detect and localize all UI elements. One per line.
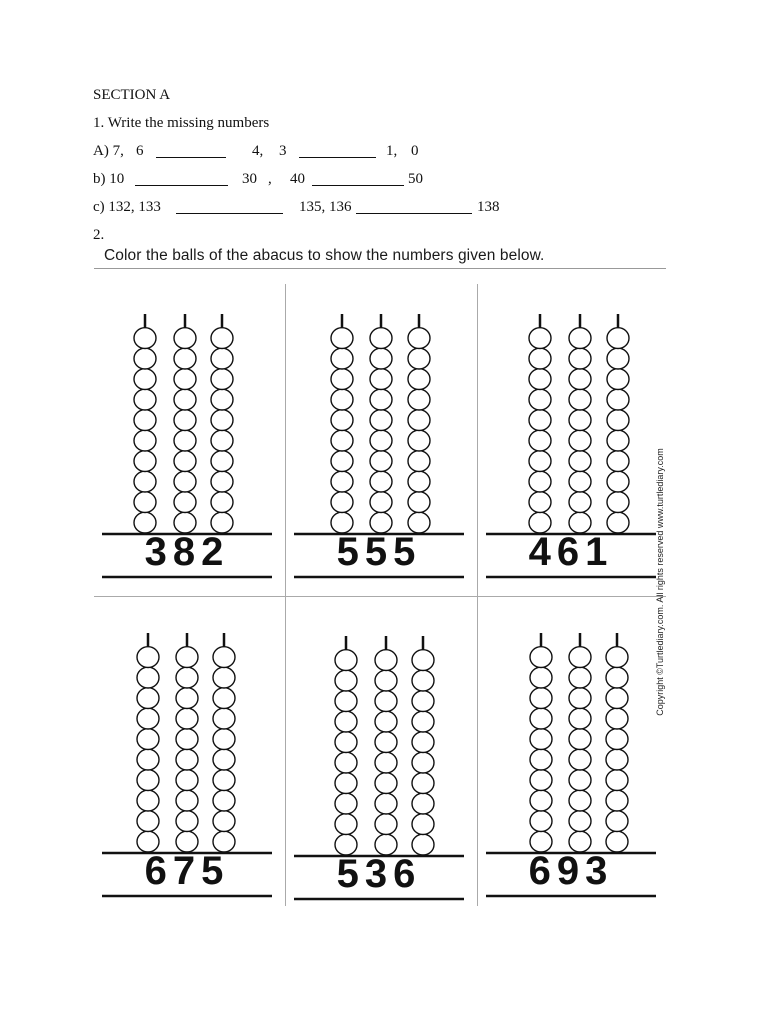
row-a-value: 0 xyxy=(411,143,419,159)
abacus-bead[interactable] xyxy=(530,647,552,668)
row-b-value: 40 xyxy=(290,171,305,187)
abacus-bead[interactable] xyxy=(569,770,591,791)
abacus-number: 461 xyxy=(528,530,614,574)
row-b-start: b) 10 xyxy=(93,171,125,187)
row-c-start: c) 132, 133 xyxy=(93,199,161,215)
abacus-bead[interactable] xyxy=(606,708,628,729)
abacus-bead[interactable] xyxy=(530,667,552,688)
abacus-bead[interactable] xyxy=(569,667,591,688)
abacus-bead[interactable] xyxy=(606,667,628,688)
row-a-value: 6 xyxy=(136,143,144,159)
row-a-start: A) 7, xyxy=(93,143,124,159)
abacus-bead[interactable] xyxy=(606,770,628,791)
row-a-value: 4, xyxy=(252,143,264,159)
abacus-bead[interactable] xyxy=(606,647,628,668)
copyright-notice: Copyright ©Turtlediary.com. All rights reserved www.turtlediary.com xyxy=(655,448,665,716)
row-a-value: 3 xyxy=(279,143,287,159)
abacus-bead[interactable] xyxy=(569,688,591,709)
abacus-bead[interactable] xyxy=(606,688,628,709)
section-title: SECTION A xyxy=(93,87,171,103)
abacus-bead[interactable] xyxy=(606,811,628,832)
abacus-bead[interactable] xyxy=(530,790,552,811)
row-c-value: 138 xyxy=(477,199,500,215)
abacus-bead[interactable] xyxy=(606,749,628,770)
abacus-bead[interactable] xyxy=(530,688,552,709)
question-1-label: 1. Write the missing numbers xyxy=(93,115,270,131)
instruction-text: Color the balls of the abacus to show the numbers given below. xyxy=(104,247,545,264)
abacus-number: 693 xyxy=(528,849,614,893)
row-b-value: 50 xyxy=(408,171,423,187)
abacus-bead[interactable] xyxy=(530,708,552,729)
abacus-bead[interactable] xyxy=(569,749,591,770)
abacus-bead[interactable] xyxy=(569,729,591,750)
abacus-number: 382 xyxy=(144,530,230,574)
question-2-label: 2. xyxy=(93,227,105,243)
abacus-number: 675 xyxy=(144,849,230,893)
row-b-separator: , xyxy=(268,171,272,187)
abacus-bead[interactable] xyxy=(530,811,552,832)
abacus-number: 555 xyxy=(336,530,422,574)
abacus-bead[interactable] xyxy=(530,749,552,770)
row-c-value: 135, 136 xyxy=(299,199,352,215)
abacus-bead[interactable] xyxy=(569,647,591,668)
abacus-number: 536 xyxy=(336,852,422,896)
row-a-value: 1, xyxy=(386,143,398,159)
abacus-bead[interactable] xyxy=(569,708,591,729)
row-b-value: 30 xyxy=(242,171,257,187)
abacus-bead[interactable] xyxy=(606,790,628,811)
abacus-bead[interactable] xyxy=(569,790,591,811)
abacus-bead[interactable] xyxy=(606,729,628,750)
abacus-bead[interactable] xyxy=(530,729,552,750)
abacus-bead[interactable] xyxy=(530,770,552,791)
abacus-bead[interactable] xyxy=(569,811,591,832)
